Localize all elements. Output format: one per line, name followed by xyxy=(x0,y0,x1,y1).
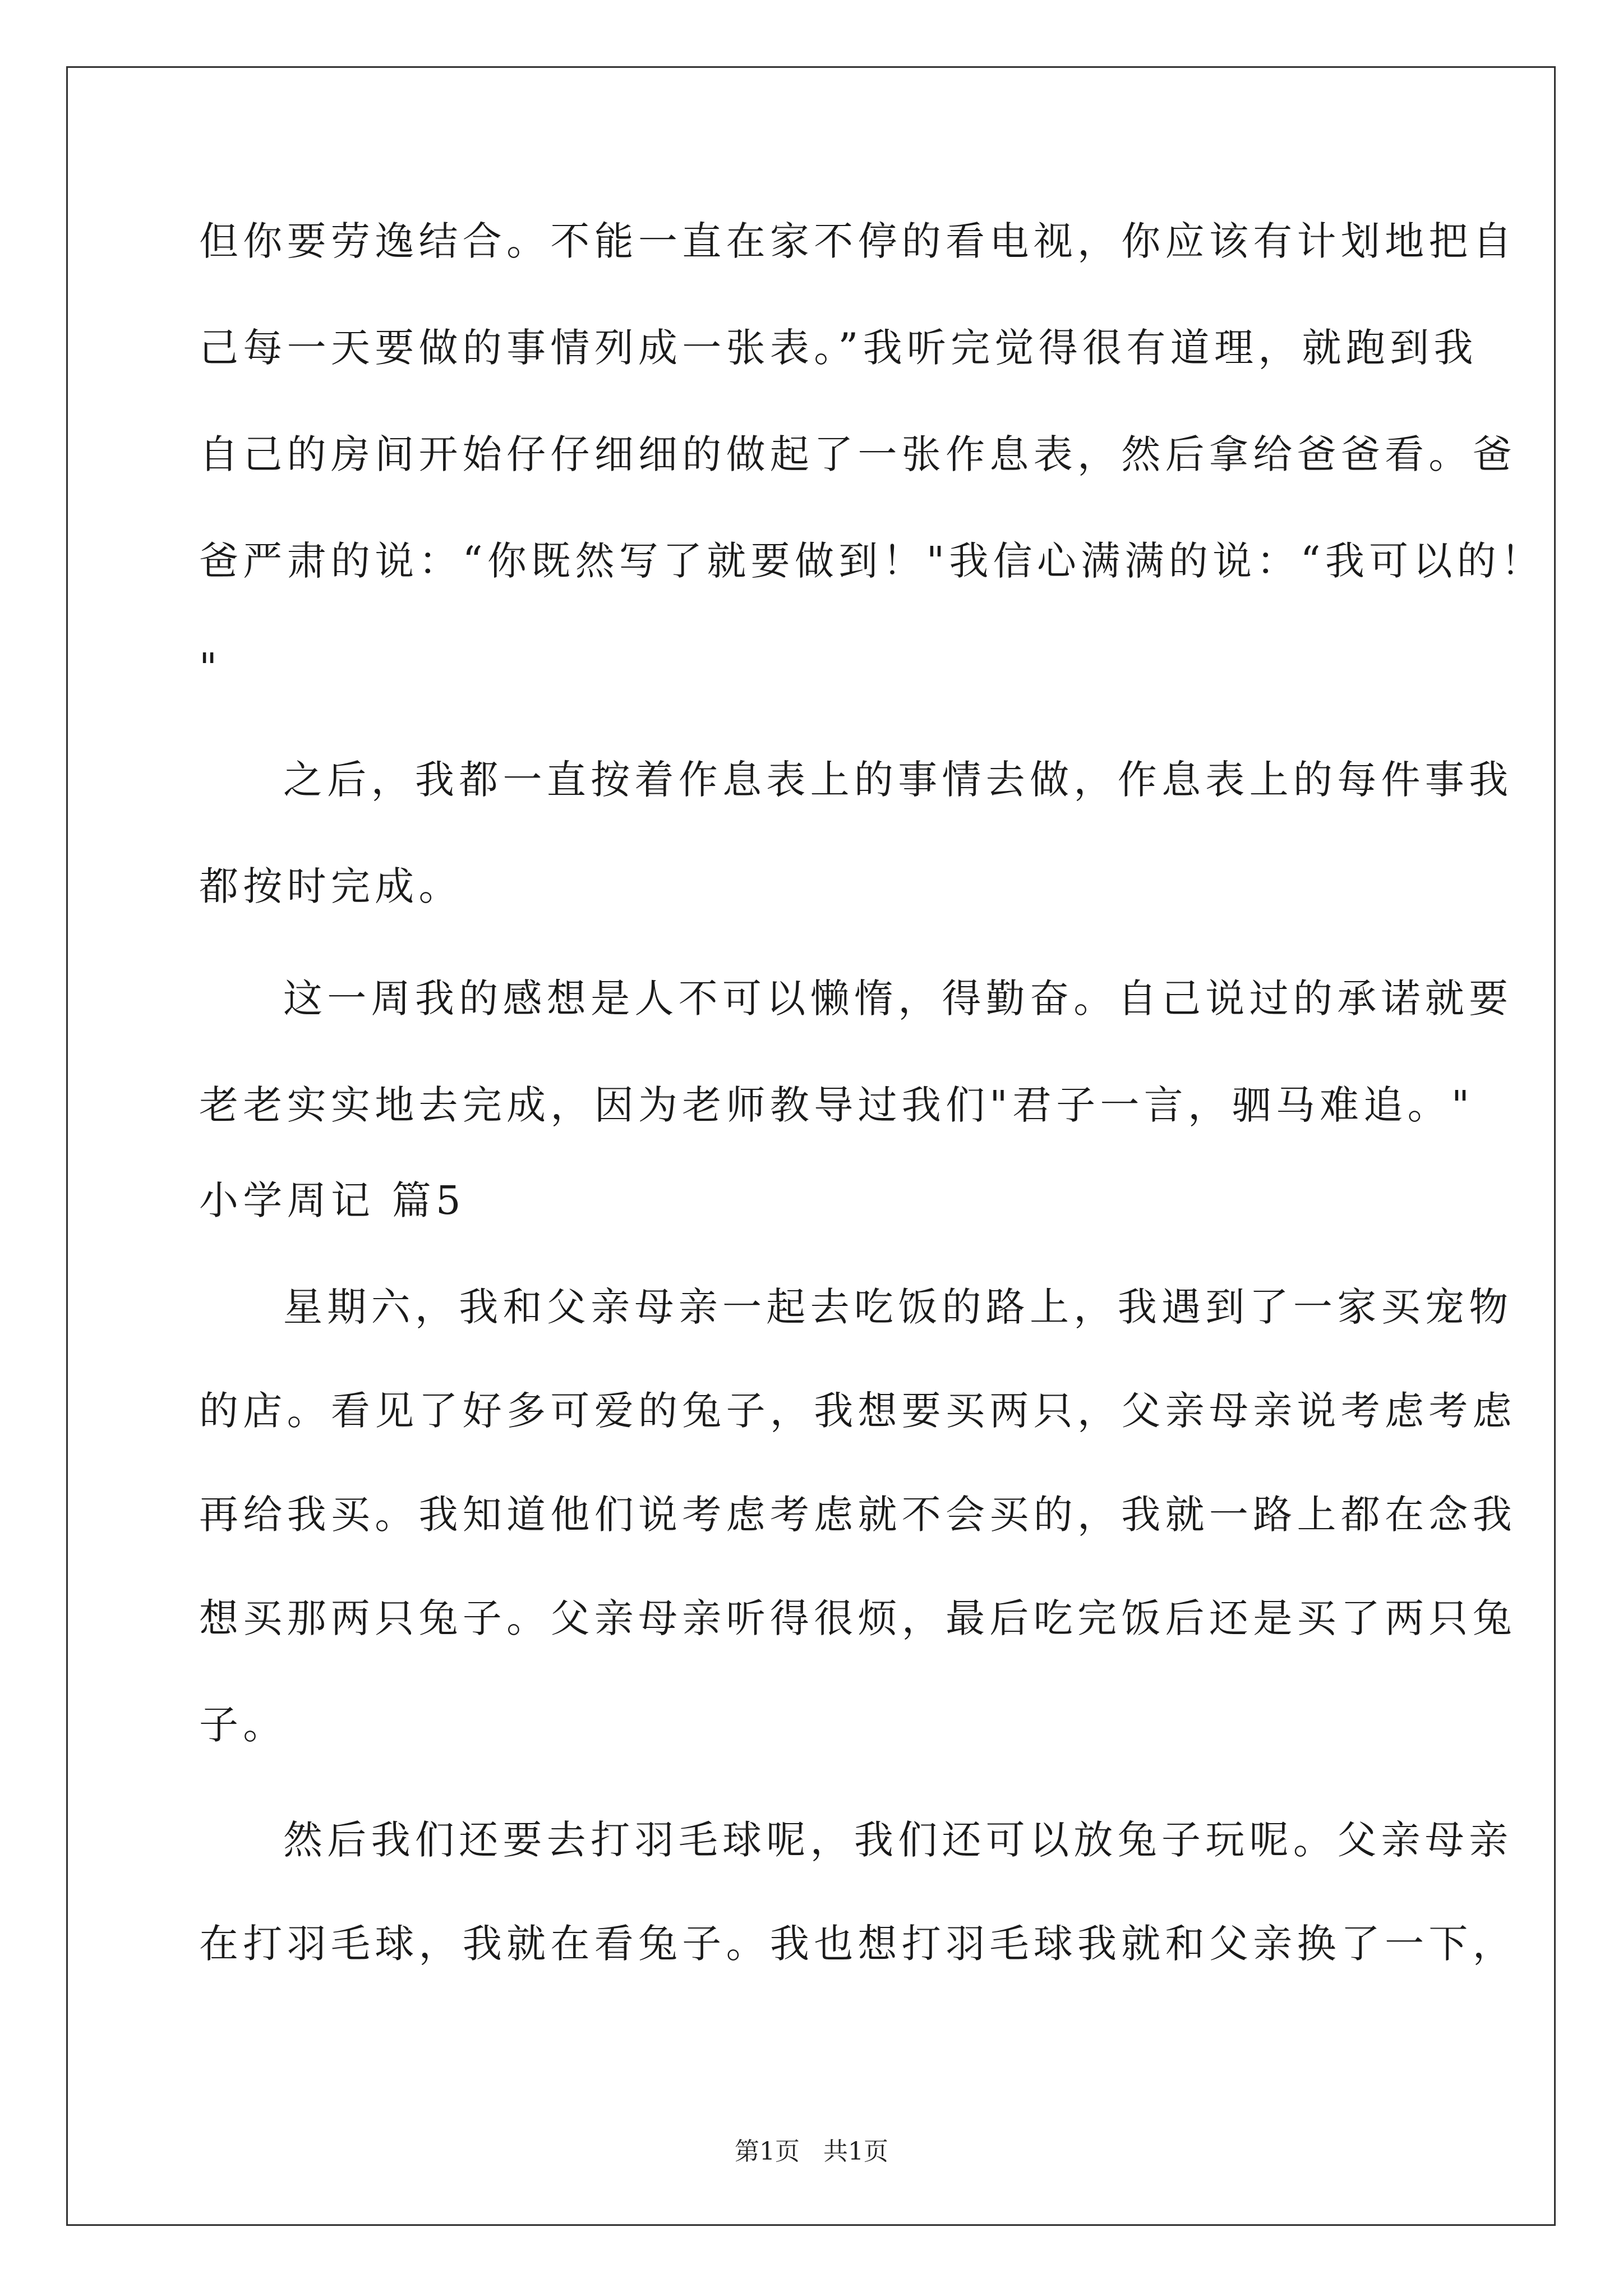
text-line: 子。 xyxy=(199,1702,287,1748)
page-number-footer: 第1页 共1页 xyxy=(735,2137,888,2166)
page-border xyxy=(66,66,1556,2226)
text-line: 再给我买。我知道他们说考虑考虑就不会买的，我就一路上都在念我 xyxy=(199,1492,1516,1538)
text-line: 自己的房间开始仔仔细细的做起了一张作息表，然后拿给爸爸看。爸 xyxy=(199,431,1516,477)
paragraph-first-line: 星期六，我和父亲母亲一起去吃饭的路上，我遇到了一家买宠物 xyxy=(283,1284,1513,1330)
text-line: 但你要劳逸结合。不能一直在家不停的看电视，你应该有计划地把自 xyxy=(199,218,1516,264)
text-line: 己每一天要做的事情列成一张表。”我听完觉得很有道理，就跑到我 xyxy=(199,325,1478,371)
text-line: 都按时完成。 xyxy=(199,863,463,909)
text-line: 想买那两只兔子。父亲母亲听得很烦，最后吃完饭后还是买了两只兔 xyxy=(199,1595,1516,1641)
text-line: 爸严肃的说：“你既然写了就要做到！"我信心满满的说：“我可以的！ xyxy=(199,538,1545,584)
text-line: 在打羽毛球，我就在看兔子。我也想打羽毛球我就和父亲换了一下， xyxy=(199,1921,1516,1967)
paragraph-first-line: 之后，我都一直按着作息表上的事情去做，作息表上的每件事我 xyxy=(283,757,1513,803)
paragraph-first-line: 然后我们还要去打羽毛球呢，我们还可以放兔子玩呢。父亲母亲 xyxy=(283,1817,1513,1863)
text-line: " xyxy=(199,645,222,691)
paragraph-first-line: 这一周我的感想是人不可以懒惰，得勤奋。自己说过的承诺就要 xyxy=(283,976,1513,1022)
text-line: 老老实实地去完成，因为老师教导过我们"君子一言，驷马难追。" xyxy=(199,1082,1474,1128)
text-line: 的店。看见了好多可爱的兔子，我想要买两只，父亲母亲说考虑考虑 xyxy=(199,1388,1516,1434)
section-heading: 小学周记 篇5 xyxy=(199,1177,465,1223)
